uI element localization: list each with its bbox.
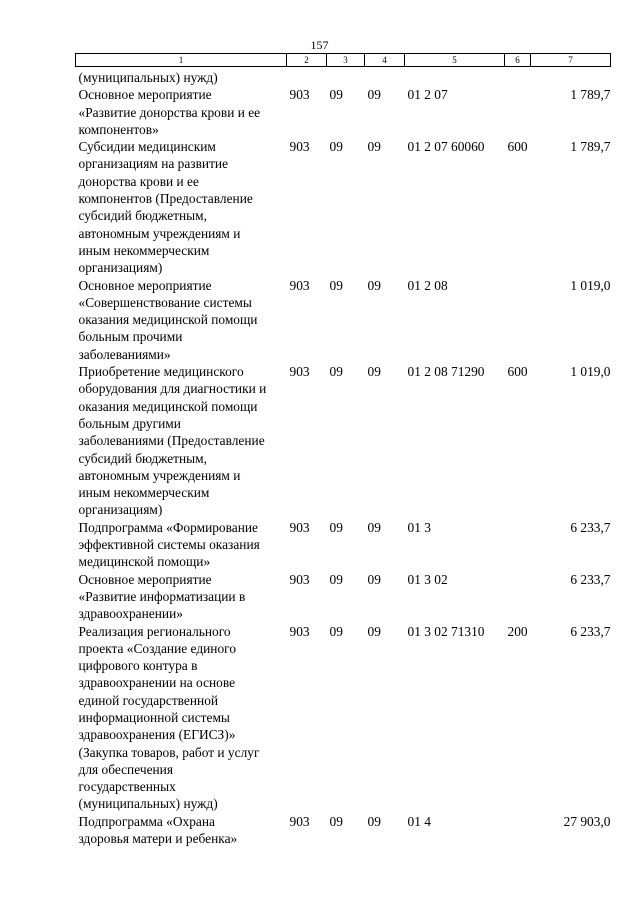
- grbs-code: 903: [289, 519, 310, 535]
- section-code: 09: [329, 623, 343, 639]
- subsection-code: 09: [367, 87, 381, 103]
- section-code: 09: [329, 519, 343, 535]
- column-header-5: 5: [405, 54, 505, 67]
- grbs-code: 903: [289, 623, 310, 639]
- amount: 6 233,7: [570, 519, 611, 535]
- expense-type-code: [505, 86, 531, 138]
- amount: 27 903,0: [563, 813, 611, 829]
- table-row: [76, 519, 611, 571]
- column-header-4: 4: [365, 54, 405, 67]
- target-article-code: 01 4: [407, 813, 431, 829]
- amount: 1 019,0: [570, 364, 611, 380]
- item-name: Приобретение медицинского оборудования для диагностики и оказания медицинской помощи больным другими заболеваниями (Предоставление субсидий бюджетным, автономным учреждениям и иным некоммерческим организациям): [78, 364, 267, 518]
- item-name: Основное мероприятие «Развитие информатизации в здравоохранении»: [78, 571, 246, 622]
- grbs-code: 903: [289, 87, 310, 103]
- item-name: Подпрограмма «Охрана здоровья матери и ребенка»: [78, 813, 238, 847]
- expense-type-code: 600: [507, 139, 528, 155]
- expense-type-code: [505, 813, 531, 848]
- expense-type-code: [505, 519, 531, 571]
- section-code: [327, 67, 365, 87]
- target-article-code: 01 2 08: [407, 277, 448, 293]
- section-code: 09: [329, 571, 343, 587]
- amount: [531, 67, 611, 87]
- page-number: 157: [310, 38, 329, 52]
- budget-table: [75, 53, 611, 847]
- subsection-code: [365, 67, 405, 87]
- column-header-7: 7: [531, 54, 611, 67]
- column-header-6: 6: [505, 54, 531, 67]
- grbs-code: 903: [289, 364, 310, 380]
- target-article-code: 01 3 02 71310: [407, 623, 485, 639]
- section-code: 09: [329, 277, 343, 293]
- column-header-2: 2: [287, 54, 327, 67]
- target-article-code: 01 3 02: [407, 571, 448, 587]
- subsection-code: 09: [367, 623, 381, 639]
- column-header-1: 1: [76, 54, 287, 67]
- subsection-code: 09: [367, 571, 381, 587]
- target-article-code: 01 2 07 60060: [407, 139, 485, 155]
- column-number-header: [76, 54, 611, 67]
- table-row: [76, 277, 611, 363]
- subsection-code: 09: [367, 139, 381, 155]
- target-article-code: [405, 67, 505, 87]
- subsection-code: 09: [367, 364, 381, 380]
- table-row: [76, 623, 611, 813]
- item-name: Реализация регионального проекта «Создание единого цифрового контура в здравоохранении на основе единой государственной информационной системы здравоохранения (ЕГИСЗ)» (Закупка товаров, работ и услуг для обеспечения государственных (муниципальных) нужд): [78, 623, 260, 812]
- table-row: [76, 813, 611, 848]
- expense-type-code: [505, 571, 531, 623]
- section-code: 09: [329, 813, 343, 829]
- expense-type-code: 600: [507, 364, 528, 380]
- subsection-code: 09: [367, 519, 381, 535]
- amount: 1 789,7: [570, 139, 611, 155]
- amount: 6 233,7: [570, 623, 611, 639]
- expense-type-code: [505, 67, 531, 87]
- grbs-code: 903: [289, 813, 310, 829]
- grbs-code: 903: [289, 277, 310, 293]
- subsection-code: 09: [367, 277, 381, 293]
- item-name: Субсидии медицинским организациям на развитие донорства крови и ее компонентов (Предоставление субсидий бюджетным, автономным учреждениям и иным некоммерческим организациям): [78, 139, 253, 276]
- table-row: [76, 571, 611, 623]
- table-row: [76, 138, 611, 276]
- item-name: Основное мероприятие «Развитие донорства крови и ее компонентов»: [78, 87, 261, 137]
- expense-type-code: 200: [507, 623, 528, 639]
- target-article-code: 01 2 08 71290: [407, 364, 485, 380]
- expense-type-code: [505, 277, 531, 363]
- section-code: 09: [329, 139, 343, 155]
- grbs-code: [287, 67, 327, 87]
- target-article-code: 01 3: [407, 519, 431, 535]
- subsection-code: 09: [367, 813, 381, 829]
- section-code: 09: [329, 364, 343, 380]
- item-name: Основное мероприятие «Совершенствование системы оказания медицинской помощи больным прочими заболеваниями»: [78, 277, 258, 362]
- amount: 6 233,7: [570, 571, 611, 587]
- section-code: 09: [329, 87, 343, 103]
- column-header-3: 3: [327, 54, 365, 67]
- amount: 1 019,0: [570, 277, 611, 293]
- item-name: Подпрограмма «Формирование эффективной системы оказания медицинской помощи»: [78, 519, 260, 570]
- grbs-code: 903: [289, 571, 310, 587]
- table-row: [76, 363, 611, 519]
- table-row: [76, 86, 611, 138]
- item-name: (муниципальных) нужд): [78, 70, 218, 85]
- amount: 1 789,7: [570, 87, 611, 103]
- table-row: [76, 67, 611, 87]
- grbs-code: 903: [289, 139, 310, 155]
- target-article-code: 01 2 07: [407, 87, 448, 103]
